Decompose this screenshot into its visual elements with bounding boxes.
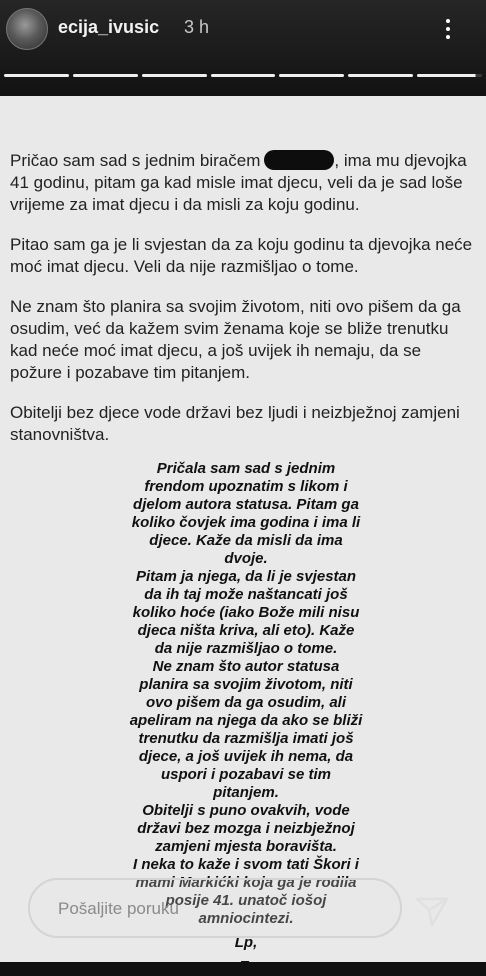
reply-line: državi bez mozga i neizbježnoj — [137, 820, 355, 837]
story-segment — [348, 74, 413, 77]
reply-line: djece. Kaže da misli da ima — [149, 532, 343, 549]
reply-line: Pitam ja njega, da li je svjestan — [135, 568, 357, 585]
reply-line: koliko čovjek ima godina i ima li — [131, 514, 361, 531]
reply-line: Obitelji s puno ovakvih, vode — [142, 802, 350, 819]
reply-line: koliko hoće (iako Bože mili nisu — [132, 604, 360, 621]
reply-line: zamjeni mjesta boravišta. — [155, 838, 337, 855]
reply-line: apeliram na njega da ako se bliži — [129, 712, 363, 729]
reply-line: djece, a još uvijek ih nema, da — [138, 748, 354, 765]
reply-line: uspori i pozabavi se tim — [160, 766, 332, 783]
reply-line: dvoje. — [224, 550, 268, 567]
post-paragraph-2: Pitao sam ga je li svjestan da za koju godinu ta djevojka neće moć imat djecu. Veli da nije razmišljao o tome. — [10, 235, 473, 276]
reply-line: amniocintezi. — [198, 910, 294, 927]
story-segment — [417, 74, 482, 77]
avatar[interactable] — [6, 8, 48, 50]
reply-line: planira sa svojim životom, niti — [139, 676, 353, 693]
reply-line: da nije razmišljao o tome. — [154, 640, 338, 657]
username[interactable]: ecija_ivusic — [58, 17, 160, 37]
story-segment — [73, 74, 138, 77]
post-paragraph-4: Obitelji bez djece vode državi bez ljudi i neizbježnoj zamjeni stanovništva. — [10, 403, 460, 444]
story-header — [0, 0, 486, 96]
reply-line: Pričala sam sad s jednim — [156, 460, 336, 477]
reply-line: ovo pišem da ga osudim, ali — [145, 694, 347, 711]
reply-line: djeca ništa kriva, ali eto). Kaže — [137, 622, 355, 639]
message-input[interactable] — [28, 878, 402, 938]
story-segment — [211, 74, 276, 77]
redaction-mark — [264, 150, 334, 170]
post-time: 3 h — [184, 17, 210, 37]
reply-line: Ne znam što autor statusa — [152, 658, 340, 675]
story-progress-bar — [4, 74, 482, 78]
post-paragraph-1 — [10, 150, 476, 216]
reply-initial: E. — [238, 958, 254, 975]
message-placeholder: Pošaljite poruku — [58, 899, 179, 918]
reply-line: frendom upoznatim s likom i — [144, 478, 348, 495]
reply-line: pitanjem. — [213, 784, 279, 801]
post-paragraph-1-end: , ima mu djevojka 41 godinu, pitam ga kad misle imat djecu, veli da je sad loše vrijeme za imat djecu i da misli za koju godinu. — [10, 151, 467, 214]
reply-line: posije 41. unatoč iošoj — [165, 892, 327, 909]
reply-line: da ih taj može naštancati još — [144, 586, 348, 603]
story-segment — [142, 74, 207, 77]
story-segment — [279, 74, 344, 77]
story-segment — [4, 74, 69, 77]
more-vertical-icon[interactable] — [438, 9, 458, 49]
post-paragraph-3: Ne znam što planira sa svojim životom, niti ovo pišem da ga osudim, već da kažem svim ženama koje se bliže trenutku kad neće moć imat djecu, a još uvijek ih nemaju, da se požure i pozabave tim pitanjem. — [10, 297, 461, 382]
post-paragraph-1-start: Pričao sam sad s jednim biračem — [10, 151, 261, 170]
send-icon[interactable] — [414, 892, 450, 928]
reply-line: djelom autora statusa. Pitam ga — [133, 496, 359, 513]
reply-signoff: Lp, — [234, 934, 258, 951]
reply-line: mami Markićki koja ga je rodila — [135, 874, 357, 891]
post-text — [10, 150, 476, 464]
reply-line: I neka to kaže i svom tati Škori i — [133, 856, 359, 873]
reply-line: trenutku da razmišlja imati još — [138, 730, 354, 747]
